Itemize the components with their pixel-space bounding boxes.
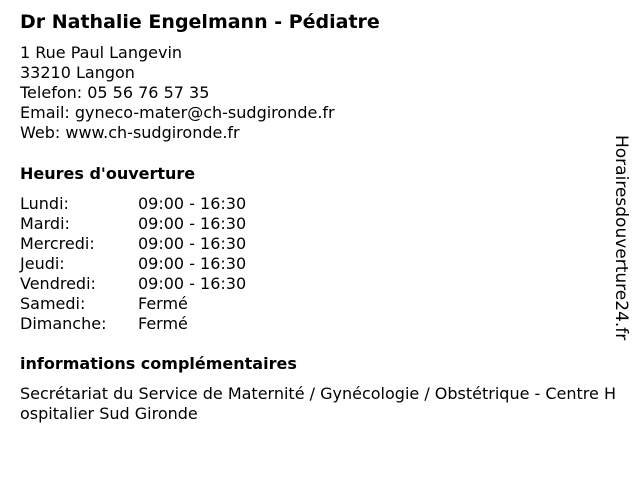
additional-info-heading: informations complémentaires (20, 354, 297, 373)
additional-info-text: Secrétariat du Service de Maternité / Gynécologie / Obstétrique - Centre Hospitalier Sud Gironde (20, 384, 616, 423)
page-title: Dr Nathalie Engelmann - Pédiatre (20, 11, 380, 33)
website: Web: www.ch-sudgironde.fr (20, 123, 240, 142)
address-block (20, 43, 335, 143)
time-value: Fermé (138, 314, 188, 333)
time-value: 09:00 - 16:30 (138, 214, 247, 233)
day-label: Dimanche: (20, 314, 107, 333)
time-value: 09:00 - 16:30 (138, 194, 247, 213)
city-postcode: 33210 Langon (20, 63, 135, 82)
phone-number: Telefon: 05 56 76 57 35 (20, 83, 210, 102)
day-label: Vendredi: (20, 274, 96, 293)
email-address: Email: gyneco-mater@ch-sudgironde.fr (20, 103, 335, 122)
time-value: 09:00 - 16:30 (138, 274, 247, 293)
time-value: 09:00 - 16:30 (138, 234, 247, 253)
time-value: 09:00 - 16:30 (138, 254, 247, 273)
time-value: Fermé (138, 294, 188, 313)
day-label: Lundi: (20, 194, 69, 213)
day-label: Samedi: (20, 294, 86, 313)
day-label: Mercredi: (20, 234, 95, 253)
street-address: 1 Rue Paul Langevin (20, 43, 183, 62)
opening-hours-heading: Heures d'ouverture (20, 164, 196, 183)
day-label: Mardi: (20, 214, 70, 233)
site-watermark: Horairesdouverture24.fr (611, 135, 631, 341)
day-label: Jeudi: (20, 254, 65, 273)
